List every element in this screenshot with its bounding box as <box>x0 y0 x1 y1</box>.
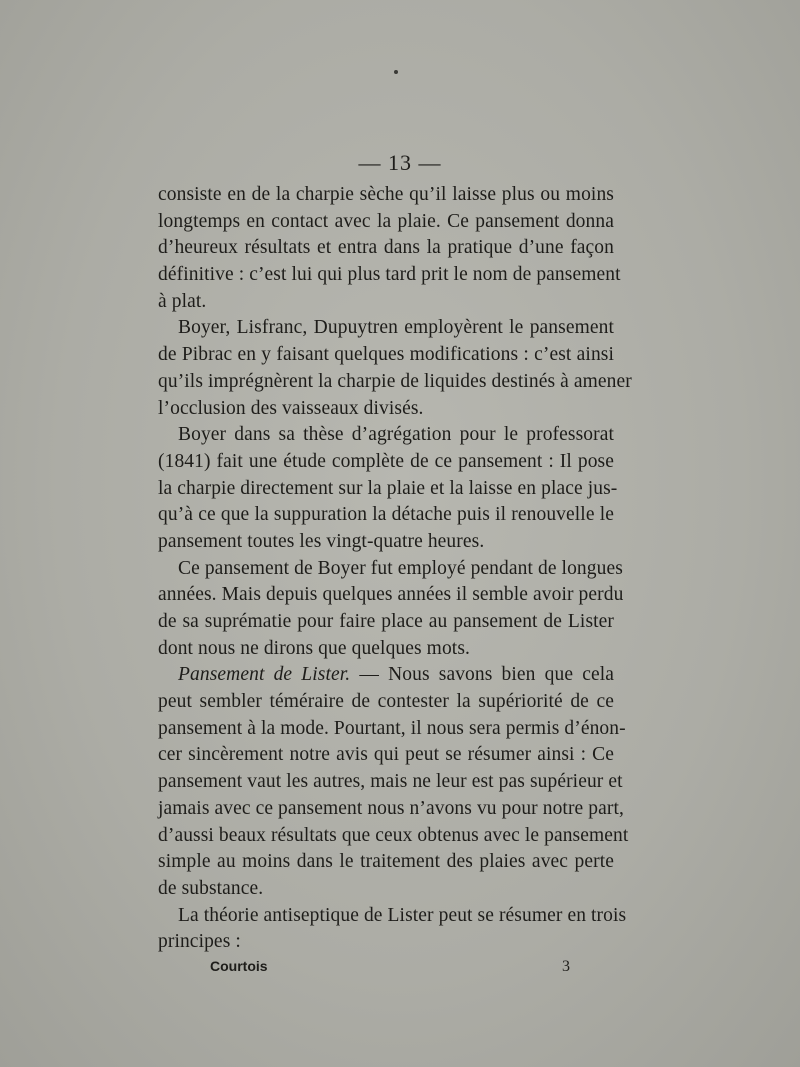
text-line: jamais avec ce pansement nous n’avons vu pour notre part, <box>158 797 624 819</box>
text-line: la charpie directement sur la plaie et la laisse en place jus- <box>158 477 618 499</box>
text-fragment: — Nous savons bien que cela <box>350 664 614 686</box>
text-line: de substance. <box>158 877 264 899</box>
text-line: Ce pansement de Boyer fut employé pendant de longues <box>178 557 623 579</box>
text-line: La théorie antiseptique de Lister peut se résumer en trois <box>178 904 627 926</box>
text-line: d’aussi beaux résultats que ceux obtenus avec le pansement <box>158 824 629 846</box>
footer-author: Courtois <box>210 958 268 974</box>
text-line: qu’à ce que la suppuration la détache puis il renouvelle le <box>158 504 614 526</box>
page-footer <box>0 958 800 982</box>
text-line: longtemps en contact avec la plaie. Ce pansement donna <box>158 210 614 232</box>
text-line: d’heureux résultats et entra dans la pratique d’une façon <box>158 237 614 259</box>
page-number: — 13 — <box>358 150 442 175</box>
section-heading-line <box>158 662 614 689</box>
text-line: (1841) fait une étude complète de ce pansement : Il pose <box>158 450 614 472</box>
text-line: définitive : c’est lui qui plus tard prit le nom de pansement <box>158 264 621 286</box>
text-line: Boyer dans sa thèse d’agrégation pour le professorat <box>178 424 614 446</box>
text-line: dont nous ne dirons que quelques mots. <box>158 637 470 659</box>
text-line: qu’ils imprégnèrent la charpie de liquides destinés à amener <box>158 370 632 392</box>
text-line: années. Mais depuis quelques années il semble avoir perdu <box>158 584 624 606</box>
text-line: à plat. <box>158 290 207 312</box>
text-line: pansement toutes les vingt-quatre heures. <box>158 530 485 552</box>
ink-speck <box>394 70 398 74</box>
text-line: l’occlusion des vaisseaux divisés. <box>158 397 424 419</box>
text-line: simple au moins dans le traitement des plaies avec perte <box>158 851 614 873</box>
text-line: pansement à la mode. Pourtant, il nous sera permis d’énon- <box>158 717 626 739</box>
text-line: Boyer, Lisfranc, Dupuytren employèrent le pansement <box>178 317 614 339</box>
text-line: consiste en de la charpie sèche qu’il laisse plus ou moins <box>158 184 614 205</box>
text-line: principes : <box>158 931 241 953</box>
text-line: pansement vaut les autres, mais ne leur est pas supérieur et <box>158 771 623 793</box>
text-line: peut sembler téméraire de contester la supériorité de ce <box>158 691 614 713</box>
text-line: de Pibrac en y faisant quelques modifications : c’est ainsi <box>158 344 614 366</box>
text-line: cer sincèrement notre avis qui peut se résumer ainsi : Ce <box>158 744 614 766</box>
section-heading: Pansement de Lister. <box>178 664 351 686</box>
body-text <box>158 182 632 956</box>
text-line: de sa suprématie pour faire place au pansement de Lister <box>158 611 614 632</box>
signature-mark: 3 <box>562 958 570 975</box>
